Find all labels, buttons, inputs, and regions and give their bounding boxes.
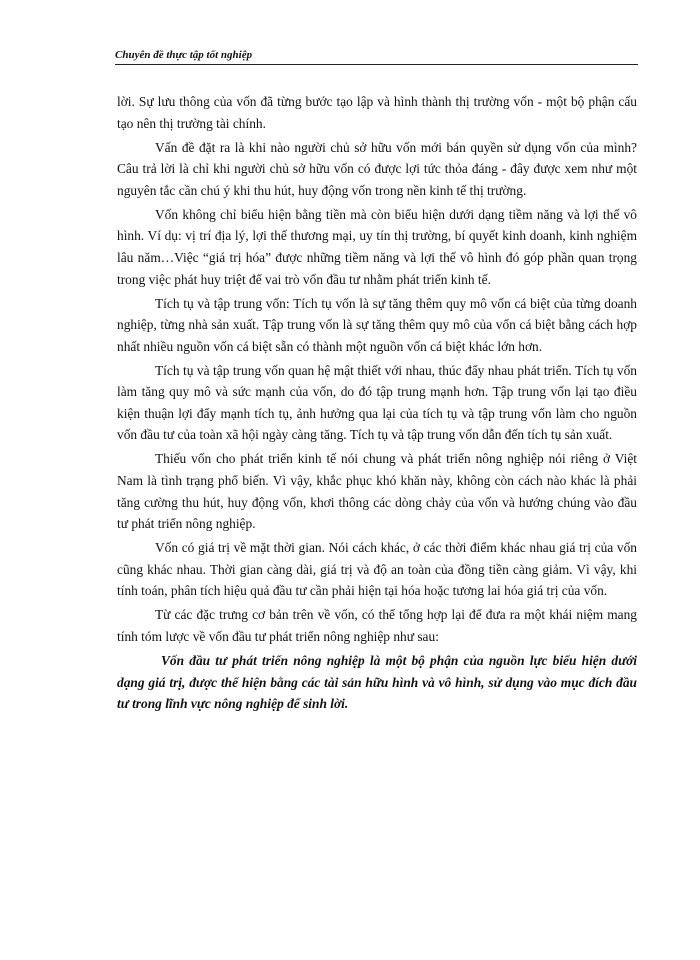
paragraph-continuation: lời. Sự lưu thông của vốn đã từng bước tạo lập và hình thành thị trường vốn - một bộ phận cấu tạo nên thị trường tài chính. xyxy=(117,94,637,131)
paragraph: Vốn có giá trị về mặt thời gian. Nói cách khác, ở các thời điểm khác nhau giá trị của vốn cũng khác nhau. Thời gian càng dài, giá trị và độ an toàn của đồng tiền càng giảm. Vì vậy, khi tính toán, phân tích hiệu quả đầu tư cần phải hiện tại hóa hoặc tương lai hóa giá trị của vốn. xyxy=(117,540,637,599)
paragraph: Từ các đặc trưng cơ bản trên về vốn, có thể tổng hợp lại để đưa ra một khái niệm mang tính tóm lược về vốn đầu tư phát triển nông nghiệp như sau: xyxy=(117,607,637,644)
header-rule xyxy=(115,64,638,65)
paragraph: Tích tụ và tập trung vốn: Tích tụ vốn là sự tăng thêm quy mô vốn cá biệt của từng doanh nghiệp, từng nhà sản xuất. Tập trung vốn là sự tăng thêm quy mô của vốn cá biệt bằng cách hợp nhất nhiều nguồn vốn cá biệt sẵn có thành một nguồn vốn cá biệt khác lớn hơn. xyxy=(117,295,637,354)
paragraph: Thiếu vốn cho phát triển kinh tế nói chung và phát triển nông nghiệp nói riêng ở Việt Nam là tình trạng phổ biến. Vì vậy, khắc phục khó khăn này, không còn cách nào khác là phải tăng cường thu hút, huy động vốn, khơi thông các dòng chảy của vốn và hướng chúng vào đầu tư phát triển nông nghiệp. xyxy=(117,451,637,532)
paragraph: Vốn không chỉ biểu hiện bằng tiền mà còn biểu hiện dưới dạng tiềm năng và lợi thế vô hình. Ví dụ: vị trí địa lý, lợi thế thương mại, uy tín thị trường, bí quyết kinh doanh, kinh nghiệm lâu năm…Việc “giá trị hóa” được những tiềm năng và lợi thế vô hình đó góp phần quan trọng trong việc phát huy triệt để vai trò vốn đầu tư nhằm phát triển kinh tế. xyxy=(117,206,637,287)
definition-paragraph: Vốn đầu tư phát triển nông nghiệp là một bộ phận của nguồn lực biểu hiện dưới dạng giá trị, được thể hiện bằng các tài sản hữu hình và vô hình, sử dụng vào mục đích đầu tư trong lĩnh vực nông nghiệp để sinh lời. xyxy=(117,652,637,712)
document-body xyxy=(117,91,637,717)
paragraph: Tích tụ và tập trung vốn quan hệ mật thiết với nhau, thúc đẩy nhau phát triển. Tích tụ vốn làm tăng quy mô và sức mạnh của vốn, do đó tập trung mạnh hơn. Tập trung vốn lại tạo điều kiện thuận lợi đẩy mạnh tích tụ, ảnh hưởng qua lại của tích tụ và tập trung vốn làm cho nguồn vốn đầu tư của toàn xã hội ngày càng tăng. Tích tụ và tập trung vốn dẫn đến tích tụ sản xuất. xyxy=(117,362,637,443)
paragraph: Vấn đề đặt ra là khi nào người chủ sở hữu vốn mới bán quyền sử dụng vốn của mình? Câu trả lời là chỉ khi người chủ sở hữu vốn có được lợi tức thỏa đáng - đây được xem như một nguyên tắc cần chú ý khi thu hút, huy động vốn trong nền kinh tế thị trường. xyxy=(117,139,637,198)
page-header: Chuyên đề thực tập tốt nghiệp xyxy=(115,49,253,61)
